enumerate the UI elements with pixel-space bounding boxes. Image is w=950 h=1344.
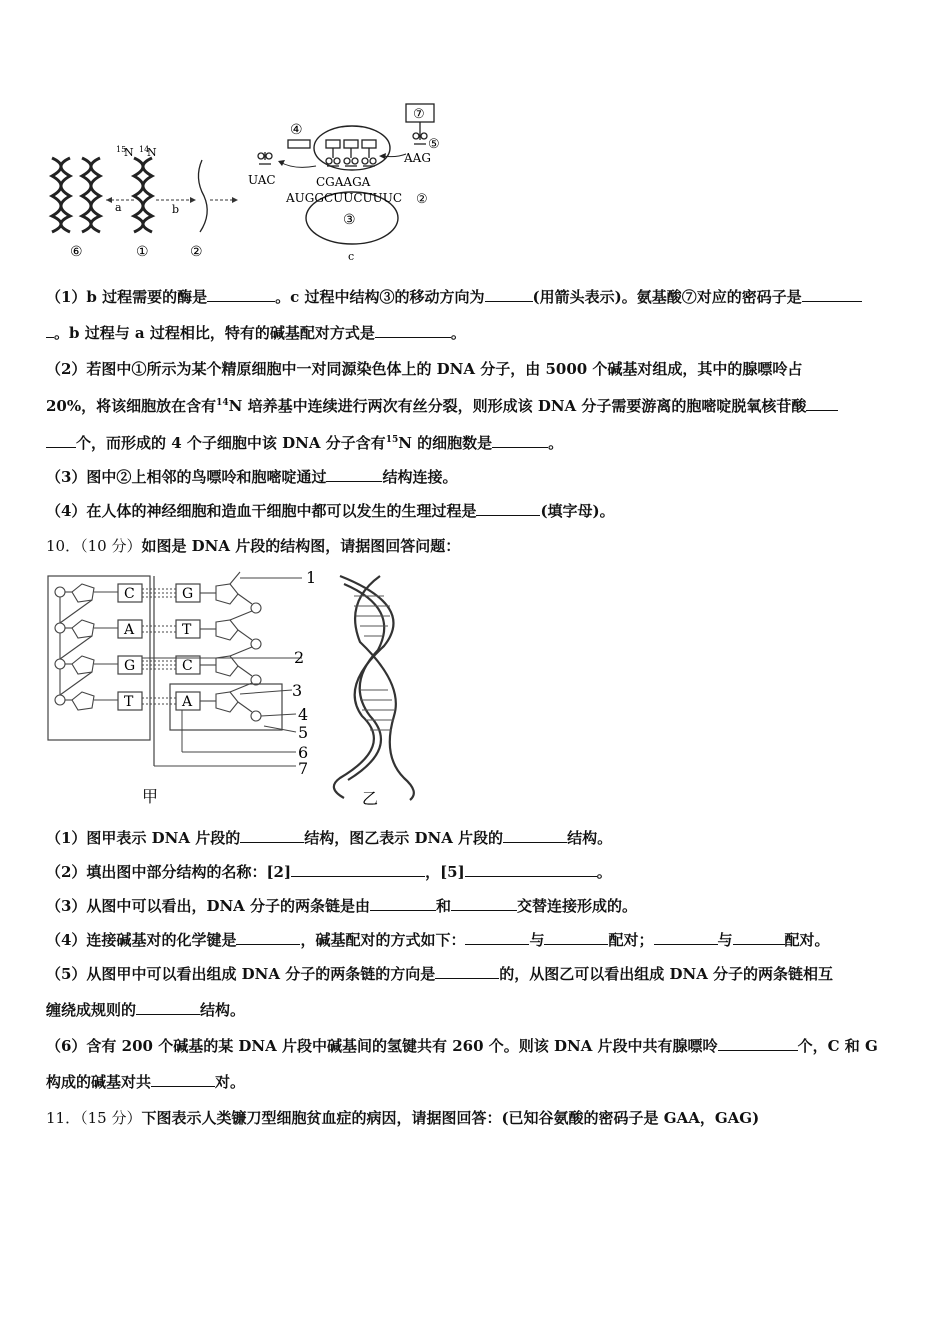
- label-1: ①: [136, 244, 149, 260]
- base-left-2: A: [124, 622, 135, 638]
- q10-line-5: [46, 963, 916, 985]
- q9-p3-text-b: 结构连接。: [382, 468, 458, 486]
- double-helix: [334, 576, 414, 800]
- q10-number: 10．（10 分）: [46, 537, 142, 555]
- answer-blank[interactable]: [291, 862, 425, 877]
- label-uac: UAC: [248, 173, 276, 187]
- answer-blank[interactable]: [503, 828, 567, 843]
- label-mrna: AUGGCUUCUUUC: [286, 191, 403, 205]
- answer-blank[interactable]: [240, 828, 304, 843]
- q10-line-2: [46, 861, 916, 883]
- q9-p4-text-a: （4）在人体的神经细胞和造血干细胞中都可以发生的生理过程是: [46, 502, 477, 520]
- callout-3: 3: [292, 681, 303, 700]
- q9-line-1: [46, 286, 916, 308]
- figure-dna-processes: [44, 100, 444, 268]
- q10-p3-text-b: 和: [436, 897, 452, 915]
- answer-blank[interactable]: [435, 964, 499, 979]
- q10-p4-text-f: 配对。: [784, 931, 830, 949]
- q10-title: 如图是 DNA 片段的结构图，请据图回答问题：: [141, 537, 461, 555]
- label-6: ⑥: [70, 244, 83, 260]
- answer-blank[interactable]: [476, 501, 540, 516]
- q10-p4-text-e: 与: [717, 931, 733, 949]
- answer-blank[interactable]: [544, 930, 608, 945]
- label-4: ④: [290, 122, 303, 138]
- answer-blank[interactable]: [492, 433, 548, 448]
- label-aag: AAG: [404, 151, 431, 165]
- q10-p2-text-c: 。: [596, 863, 612, 881]
- q9-p4-text-b: (填字母)。: [540, 502, 615, 520]
- answer-blank[interactable]: [806, 396, 838, 411]
- base-left-3: G: [124, 658, 136, 674]
- q9-sup-14: 14: [216, 398, 229, 408]
- base-right-3: C: [182, 658, 193, 674]
- q9-p3-text-a: （3）图中②上相邻的鸟嘌呤和胞嘧啶通过: [46, 468, 327, 486]
- label-7: ⑦: [413, 107, 425, 122]
- base-left-1: C: [124, 586, 135, 602]
- answer-blank[interactable]: [375, 323, 451, 338]
- answer-blank[interactable]: [207, 287, 275, 302]
- answer-blank[interactable]: [718, 1036, 798, 1051]
- q11-title: 下图表示人类镰刀型细胞贫血症的病因，请据图回答：(已知谷氨酸的密码子是 GAA，GAG): [141, 1109, 760, 1127]
- q10-line-6: [46, 999, 916, 1021]
- q10-p1-text-b: 结构，图乙表示 DNA 片段的: [304, 829, 504, 847]
- q9-p2-text-c: N 培养基中连续进行两次有丝分裂，则形成该 DNA 分子需要游离的胞嘧啶脱氧核苷酸: [228, 397, 807, 415]
- q9-p1-text-a: （1）b 过程需要的酶是: [46, 288, 208, 306]
- label-14n: N: [147, 146, 157, 159]
- q10-p4-text-d: 配对；: [608, 931, 654, 949]
- callout-6: 6: [298, 743, 309, 762]
- q9-p1-text-c: (用箭头表示)。氨基酸⑦对应的密码子是: [532, 288, 802, 306]
- mrna-strand-2: [198, 160, 207, 232]
- answer-blank[interactable]: [236, 930, 300, 945]
- base-right-4: A: [182, 694, 193, 710]
- q10-p2-text-b: ，[5]: [425, 863, 465, 881]
- label-c: c: [348, 250, 355, 263]
- q10-p5-text-c: 缠绕成规则的: [46, 1001, 137, 1019]
- q10-line-3: [46, 895, 916, 917]
- answer-blank[interactable]: [46, 433, 76, 448]
- q9-line-2: [46, 322, 916, 344]
- q10-p5-text-a: （5）从图甲中可以看出组成 DNA 分子的两条链的方向是: [46, 965, 436, 983]
- q9-line-7: [46, 500, 916, 522]
- answer-blank[interactable]: [465, 930, 529, 945]
- label-15n: N: [124, 146, 134, 159]
- q10-p1-text-c: 结构。: [567, 829, 613, 847]
- q10-line-4: [46, 929, 916, 951]
- callout-1: 1: [306, 568, 317, 587]
- q10-p5-text-b: 的，从图乙可以看出组成 DNA 分子的两条链相互: [499, 965, 834, 983]
- figure-dna-structure: [44, 566, 424, 812]
- q10-p3-text-a: （3）从图中可以看出，DNA 分子的两条链是由: [46, 897, 371, 915]
- label-14-sup: 14: [139, 145, 150, 154]
- answer-blank[interactable]: [136, 1000, 200, 1015]
- q9-p2-text-b: 20%，将该细胞放在含有: [46, 397, 217, 415]
- q9-p2-text-f: 。: [548, 434, 564, 452]
- dna-helix-1: [134, 158, 152, 232]
- q9-line-5: [46, 432, 916, 454]
- answer-blank[interactable]: [370, 896, 436, 911]
- q10-p4-text-b: ，碱基配对的方式如下：: [300, 931, 466, 949]
- q9-line-6: [46, 466, 916, 488]
- q9-sup-15: 15: [385, 435, 399, 445]
- q9-p2-text-d: 个，而形成的 4 个子细胞中该 DNA 分子含有: [76, 434, 386, 452]
- q9-p1-text-b: 。c 过程中结构③的移动方向为: [275, 288, 485, 306]
- label-2: ②: [190, 244, 203, 260]
- answer-blank[interactable]: [733, 930, 785, 945]
- q9-p1-text-e: 。: [450, 324, 466, 342]
- q9-line-4: [46, 395, 916, 417]
- q9-p1-text-d: 。b 过程与 a 过程相比，特有的碱基配对方式是: [54, 324, 375, 342]
- answer-blank[interactable]: [465, 862, 597, 877]
- q9-p2-text: （2）若图中①所示为某个精原细胞中一对同源染色体上的 DNA 分子，由 5000 个碱基对组成，其中的腺嘌呤占: [46, 360, 803, 378]
- caption-yi: 乙: [362, 789, 379, 808]
- q10-header: [46, 535, 916, 557]
- q11-header: [46, 1107, 916, 1129]
- label-15-sup: 15: [116, 145, 127, 154]
- callout-5: 5: [298, 723, 309, 742]
- base-left-4: T: [124, 694, 134, 710]
- q10-p3-text-c: 交替连接形成的。: [517, 897, 638, 915]
- answer-blank[interactable]: [451, 896, 517, 911]
- answer-blank[interactable]: [802, 287, 862, 302]
- q10-line-8: [46, 1071, 916, 1093]
- q10-p6-text-c: 构成的碱基对共: [46, 1073, 152, 1091]
- label-b: b: [172, 203, 180, 216]
- base-right-2: T: [182, 622, 192, 638]
- q11-number: 11．（15 分）: [46, 1109, 142, 1127]
- dna-helix-6: [52, 158, 100, 232]
- label-2-mrna: ②: [416, 192, 428, 207]
- q10-p6-text-a: （6）含有 200 个碱基的某 DNA 片段中碱基间的氢键共有 260 个。则该 DNA 片段中共有腺嘌呤: [46, 1037, 718, 1055]
- q10-p6-text-d: 对。: [215, 1073, 246, 1091]
- q9-p2-text-e: N 的细胞数是: [398, 434, 493, 452]
- q10-p1-text-a: （1）图甲表示 DNA 片段的: [46, 829, 241, 847]
- q9-line-3: [46, 358, 916, 380]
- label-5: ⑤: [428, 137, 440, 152]
- base-right-1: G: [182, 586, 194, 602]
- answer-blank[interactable]: [485, 287, 533, 302]
- q10-p4-text-c: 与: [529, 931, 545, 949]
- label-a: a: [115, 201, 122, 214]
- answer-blank[interactable]: [654, 930, 718, 945]
- answer-blank[interactable]: [46, 323, 54, 338]
- label-anticodons: CGAAGA: [316, 175, 371, 189]
- callout-7: 7: [298, 759, 309, 778]
- label-3: ③: [343, 212, 356, 228]
- q10-p6-text-b: 个，C 和 G: [797, 1037, 878, 1055]
- answer-blank[interactable]: [326, 467, 382, 482]
- answer-blank[interactable]: [151, 1072, 215, 1087]
- q10-line-1: [46, 827, 916, 849]
- callout-4: 4: [298, 705, 309, 724]
- q10-p4-text-a: （4）连接碱基对的化学键是: [46, 931, 237, 949]
- q10-p2-text-a: （2）填出图中部分结构的名称：[2]: [46, 863, 292, 881]
- callout-2: 2: [294, 648, 305, 667]
- q10-p5-text-d: 结构。: [200, 1001, 246, 1019]
- q10-line-7: [46, 1035, 916, 1057]
- caption-jia: 甲: [142, 787, 159, 806]
